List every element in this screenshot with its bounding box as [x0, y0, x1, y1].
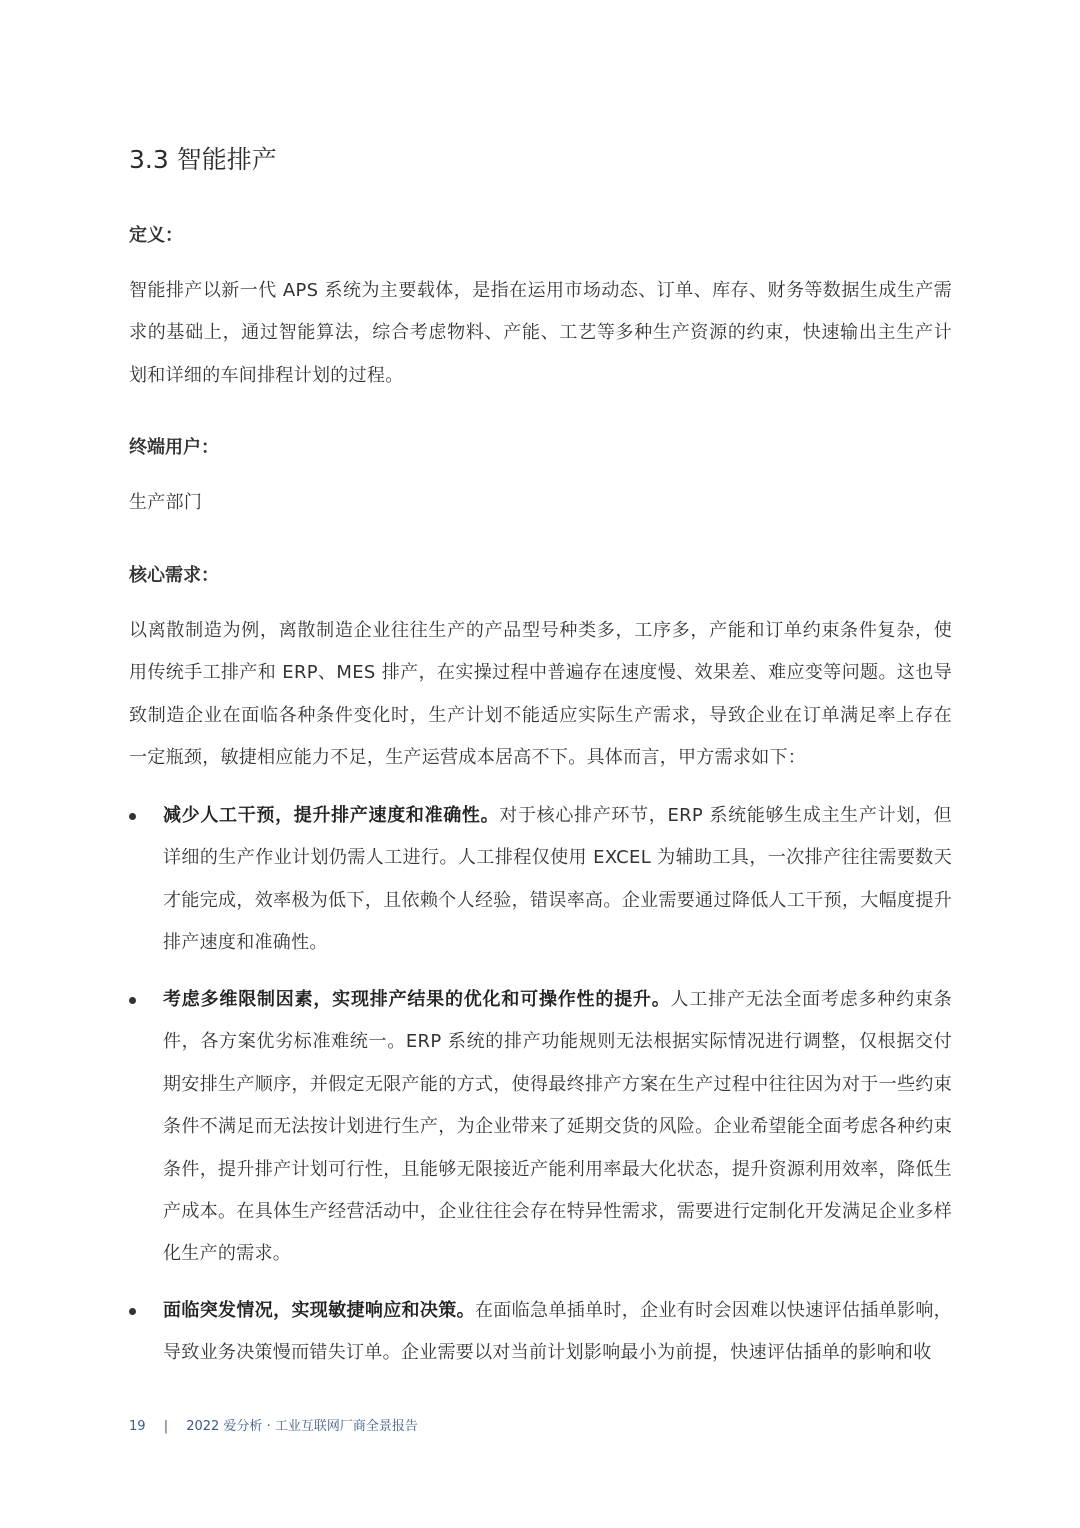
bullet-lead: 考虑多维限制因素，实现排产结果的优化和可操作性的提升。	[163, 989, 671, 1010]
core-needs-label: 核心需求：	[129, 565, 219, 586]
bullet-text: 对于核心排产环节，ERP 系统能够生成主生产计划，但详细的生产作业计划仍需人工进行。人工排程仅使用 EXCEL 为辅助工具，一次排产往往需要数天才能完成，效率极为低下，且依赖个人经验，错误率高。企业需要通过降低人工干预，大幅度提升排产速度和准确性。	[163, 805, 952, 954]
bullet-item	[129, 1290, 952, 1375]
bullet-text: 人工排产无法全面考虑多种约束条件，各方案优劣标准难统一。ERP 系统的排产功能规则无法根据实际情况进行调整，仅根据交付期安排生产顺序，并假定无限产能的方式，使得最终排产方案在生产过程中往往因为对于一些约束条件不满足而无法按计划进行生产，为企业带来了延期交货的风险。企业希望能全面考虑各种约束条件，提升排产计划可行性，且能够无限接近产能利用率最大化状态，提升资源利用效率，降低生产成本。在具体生产经营活动中，企业往往会存在特异性需求，需要进行定制化开发满足企业多样化生产的需求。	[163, 989, 952, 1265]
bullet-lead: 减少人工干预，提升排产速度和准确性。	[163, 805, 500, 826]
bullet-item	[129, 979, 952, 1276]
end-user-text: 生产部门	[129, 492, 203, 513]
footer-separator: |	[163, 1419, 169, 1434]
page-number: 19	[129, 1419, 146, 1434]
definition-text: 智能排产以新一代 APS 系统为主要载体，是指在运用市场动态、订单、库存、财务等数据生成生产需求的基础上，通过智能算法，综合考虑物料、产能、工艺等多种生产资源的约束，快速输出主生产计划和详细的车间排程计划的过程。	[129, 280, 952, 386]
core-needs-text: 以离散制造为例，离散制造企业往往生产的产品型号种类多，工序多，产能和订单约束条件复杂，使用传统手工排产和 ERP、MES 排产，在实操过程中普遍存在速度慢、效果差、难应变等问题。这也导致制造企业在面临各种条件变化时，生产计划不能适应实际生产需求，导致企业在订单满足率上存在一定瓶颈，敏捷相应能力不足，生产运营成本居高不下。具体而言，甲方需求如下：	[129, 620, 952, 769]
bullet-text: 在面临急单插单时，企业有时会因难以快速评估插单影响，导致业务决策慢而错失订单。企业需要以对当前计划影响最小为前提，快速评估插单的影响和收	[163, 1300, 952, 1364]
bullet-dot-icon	[129, 1308, 136, 1315]
bullet-dot-icon	[129, 813, 136, 820]
end-user-label: 终端用户：	[129, 437, 219, 458]
page-footer	[129, 1415, 432, 1434]
definition-label: 定义：	[129, 225, 183, 246]
bullet-lead: 面临突发情况，实现敏捷响应和决策。	[163, 1300, 475, 1321]
section-title: 3.3 智能排产	[129, 145, 277, 174]
report-title: 2022 爱分析 · 工业互联网厂商全景报告	[186, 1419, 418, 1434]
bullet-dot-icon	[129, 997, 136, 1004]
bullet-item	[129, 795, 952, 965]
